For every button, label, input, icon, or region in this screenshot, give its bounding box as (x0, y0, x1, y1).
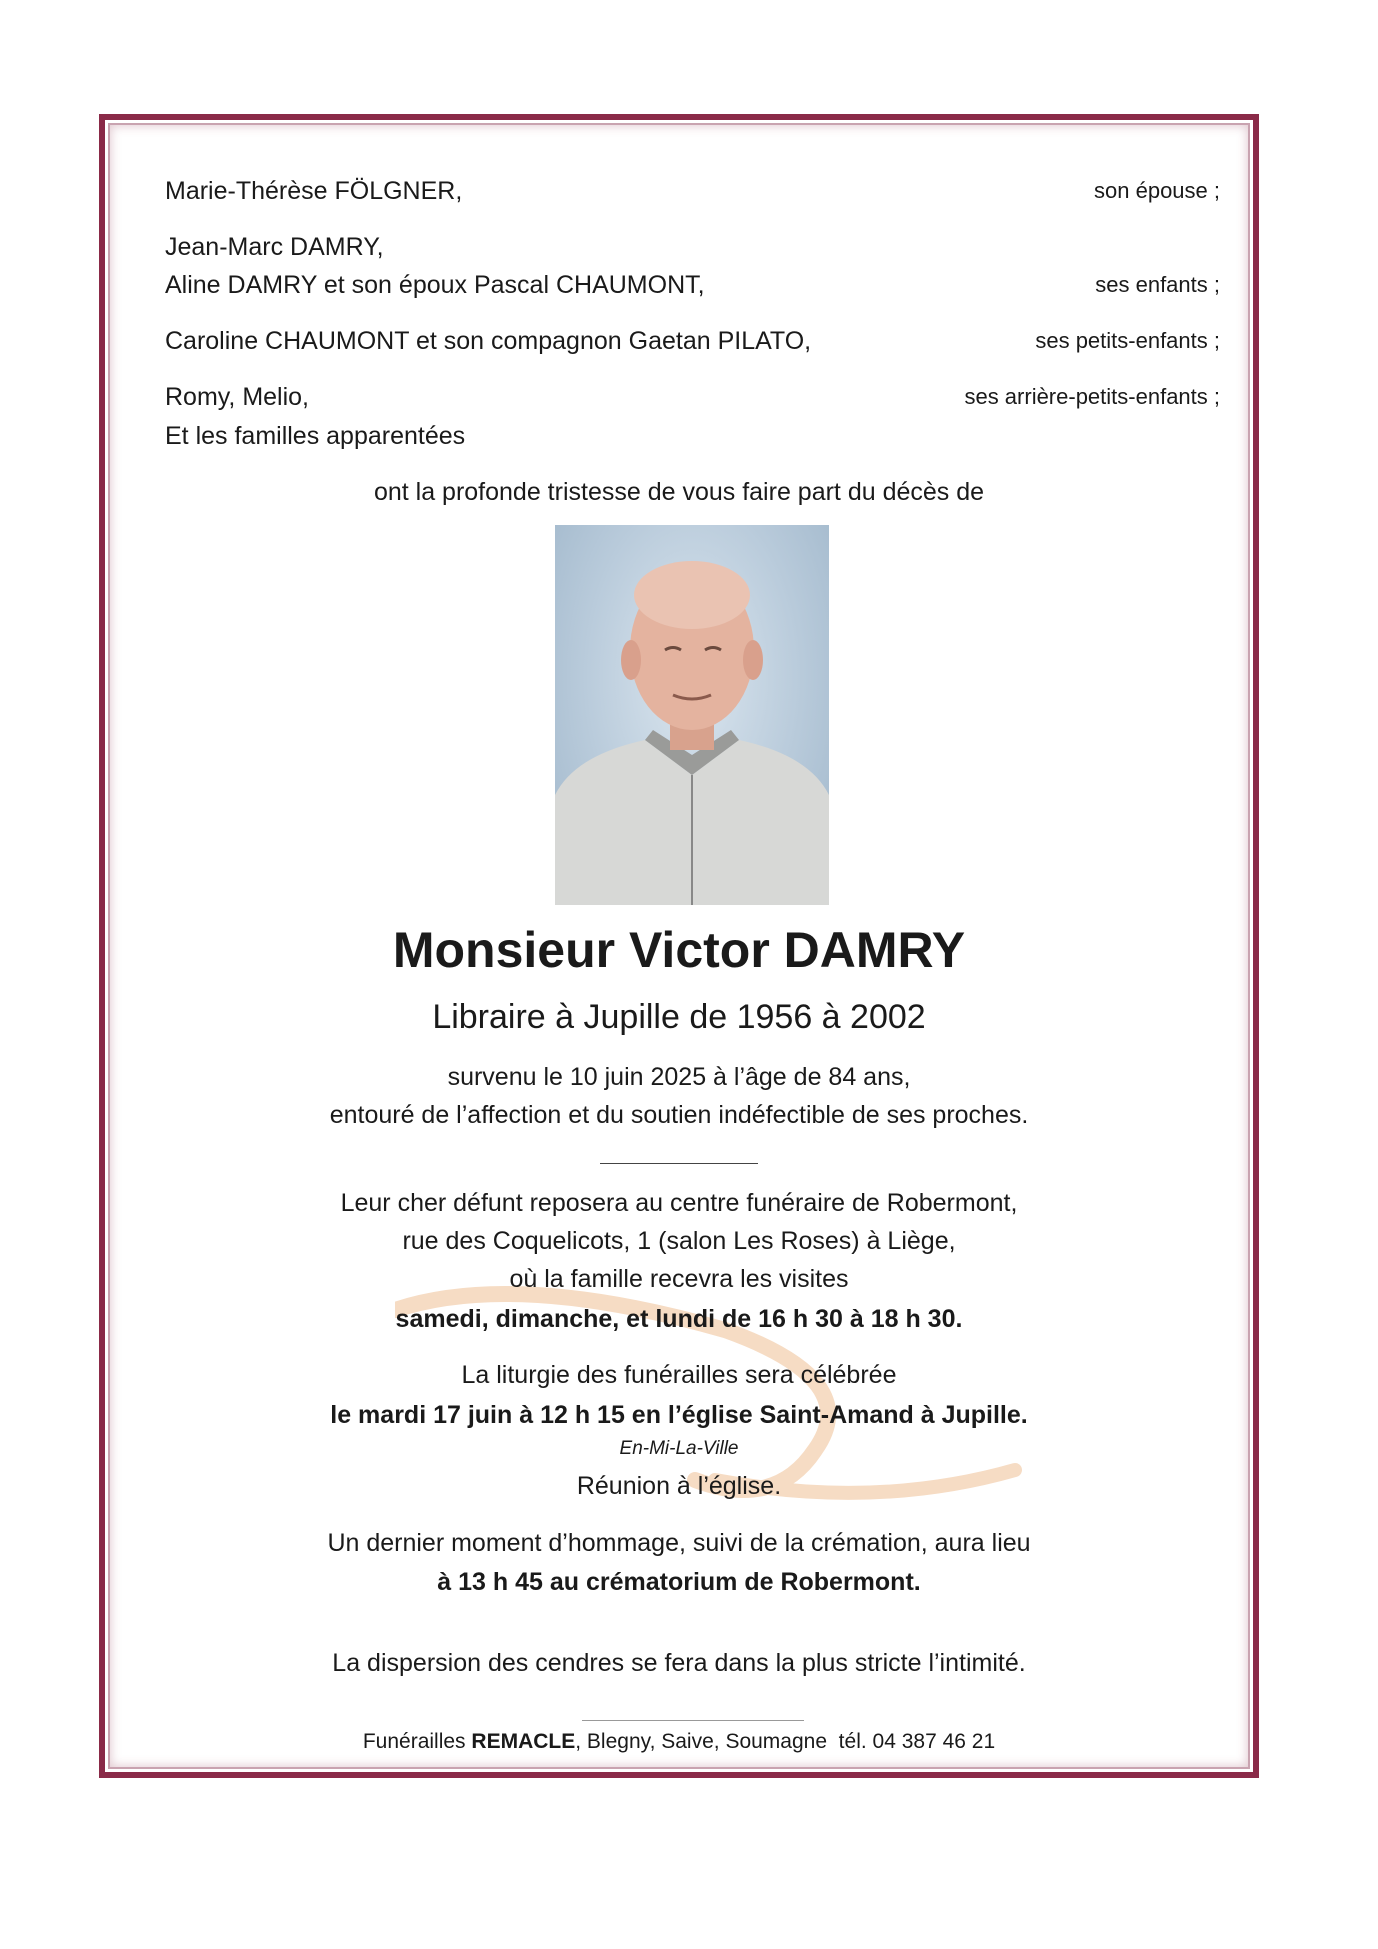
family-relation: ses enfants ; (1095, 272, 1220, 297)
separator-rule (600, 1163, 758, 1164)
deceased-name: Monsieur Victor DAMRY (392, 922, 966, 978)
deceased-photo (555, 525, 829, 905)
family-names: Marie-Thérèse FÖLGNER, (165, 177, 463, 205)
footer-rule (582, 1720, 804, 1721)
deceased-profession: Libraire à Jupille de 1956 à 2002 (432, 998, 926, 1036)
family-names: Caroline CHAUMONT et son compagnon Gaetan PILATO, (165, 327, 812, 355)
family-names: Romy, Melio, (165, 383, 310, 411)
footer-prefix: Funérailles (362, 1730, 472, 1753)
family-relation: son épouse ; (1094, 178, 1220, 203)
family-names: Et les familles apparentées (165, 422, 466, 450)
family-names: Aline DAMRY et son époux Pascal CHAUMONT, (165, 271, 705, 299)
liturgy-details: le mardi 17 juin à 12 h 15 en l’église Saint-Amand à Jupille. (330, 1401, 1028, 1429)
announcement-intro: ont la profonde tristesse de vous faire part du décès de (373, 478, 985, 506)
family-relation: ses petits-enfants ; (1035, 328, 1220, 353)
funeral-home-footer (99, 1726, 1259, 1758)
death-details-line2: entouré de l’affection et du soutien indéfectible de ses proches. (329, 1101, 1029, 1129)
liturgy-line1: La liturgie des funérailles sera célébrée (461, 1361, 897, 1389)
family-relation: ses arrière-petits-enfants ; (964, 384, 1220, 409)
cremation-details: à 13 h 45 au crématorium de Robermont. (437, 1568, 921, 1596)
family-names: Jean-Marc DAMRY, (165, 233, 384, 261)
death-details-line1: survenu le 10 juin 2025 à l’âge de 84 ans, (447, 1063, 911, 1091)
footer-contact: , Blegny, Saive, Soumagne tél. 04 387 46 21 (575, 1730, 996, 1753)
liturgy-location-note: En-Mi-La-Ville (619, 1438, 739, 1459)
funeral-home-name: REMACLE (471, 1730, 576, 1753)
visitation-line2: rue des Coquelicots, 1 (salon Les Roses) à Liège, (402, 1227, 956, 1255)
ashes-dispersion: La dispersion des cendres se fera dans la plus stricte l’intimité. (332, 1649, 1026, 1677)
visitation-hours: samedi, dimanche, et lundi de 16 h 30 à 18 h 30. (395, 1305, 963, 1333)
liturgy-meeting: Réunion à l’église. (576, 1472, 782, 1500)
visitation-line1: Leur cher défunt reposera au centre funéraire de Robermont, (340, 1189, 1018, 1217)
visitation-line3: où la famille recevra les visites (509, 1265, 849, 1293)
cremation-line1: Un dernier moment d’hommage, suivi de la crémation, aura lieu (327, 1529, 1031, 1557)
